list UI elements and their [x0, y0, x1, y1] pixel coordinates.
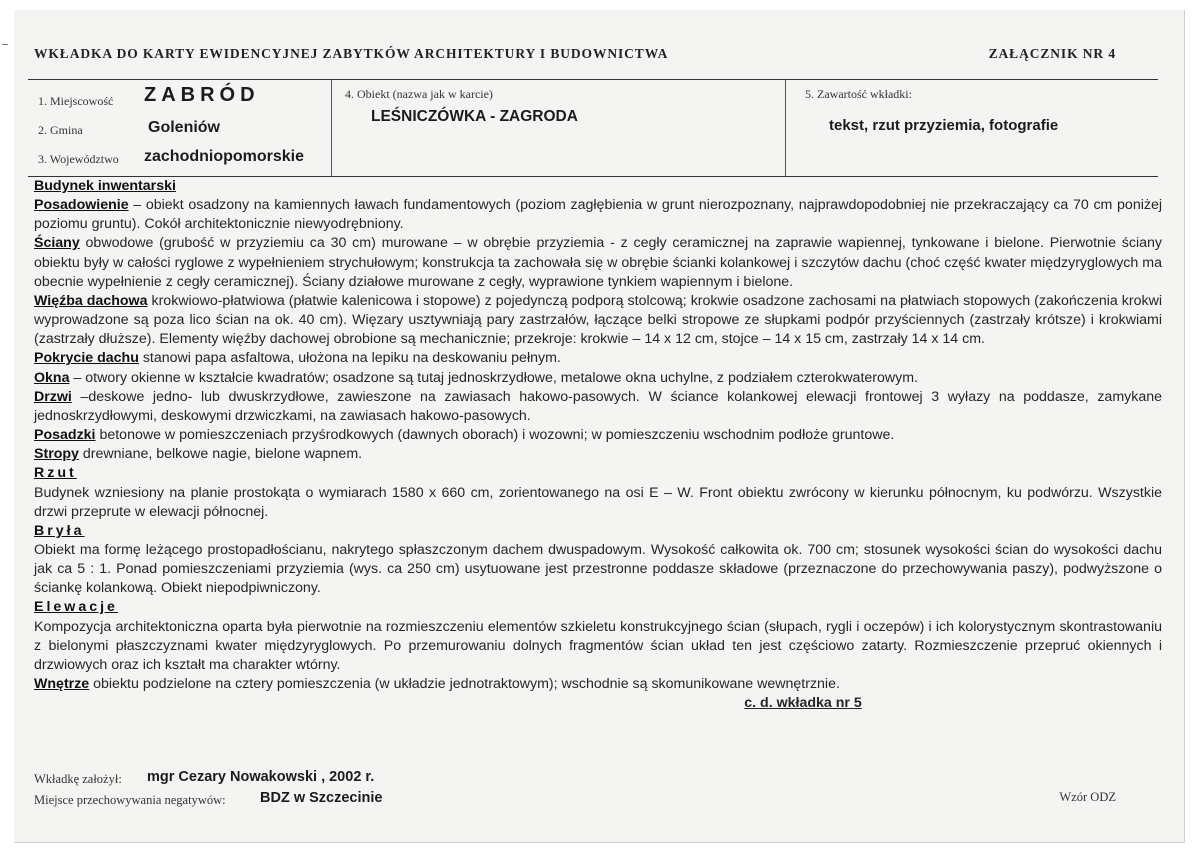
author-value: mgr Cezary Nowakowski , 2002 r. [147, 769, 375, 785]
doors-text: –deskowe jedno- lub dwuskrzydłowe, zawieszone na zawiasach hakowo-pasowych. W ściance kolankowej elewacji frontowej 3 wyłazy na poddasze, zamykane jednoskrzydłowymi, deskowymi drzwiczkami, na zawiasach hakowo-pasowych. [34, 388, 1162, 424]
voivodeship-value: zachodniopomorskie [144, 148, 305, 165]
doors-paragraph [34, 388, 1162, 426]
doors-heading: Drzwi [34, 388, 72, 405]
storage-label: Miejsce przechowywania negatywów: [34, 793, 226, 807]
continued-note: c. d. wkładka nr 5 [744, 695, 862, 712]
ceilings-heading: Stropy [34, 446, 79, 463]
walls-heading: Ściany [34, 235, 80, 252]
windows-heading: Okna [34, 369, 70, 386]
object-label: 4. Obiekt (nazwa jak w karcie) [345, 87, 493, 101]
commune-value: Goleniów [148, 119, 220, 136]
windows-paragraph [34, 369, 1162, 388]
interior-text: obiektu podzielone na cztery pomieszczenia (w układzie jednotraktowym); wschodnie są skomunikowane wewnętrznie. [89, 676, 840, 693]
roofing-text: stanowi papa asfaltowa, ułożona na lepiku na deskowaniu pełnym. [138, 350, 561, 367]
commune-label: 2. Gmina [38, 123, 83, 137]
walls-text: obwodowe (grubość w przyziemiu ca 30 cm) murowane – w obrębie przyziemia - z cegły ceramicznej na zaprawie wapiennej, tynkowane i bielone. Pierwotnie ściany obiektu były w całości ryglowe z wypełnieniem strychułowym; konstrukcja ta zachowała się w obrębie ścianki kolankowej i szczytów dachu (choć część kwater międzyryglowych ma obecnie wypełnienie z cegły ceramicznej). Ściany działowe murowane z cegły, wyprawione tynkiem wapiennym i bielone. [34, 235, 1162, 290]
interior-paragraph [34, 675, 1162, 694]
column-divider-2 [785, 80, 786, 176]
plan-heading: Rzut [34, 465, 77, 482]
plan-text: Budynek wzniesiony na planie prostokąta o wymiarach 1580 x 660 cm, zorientowanego na osi E – W. Front obiektu zwrócony w kierunku północnym, ku podwórzu. Wszystkie drzwi przeprute w elewacji północnej. [34, 484, 1162, 520]
roof-frame-heading: Więźba dachowa [34, 292, 148, 309]
mass-text: Obiekt ma formę leżącego prostopadłościanu, nakrytego spłaszczonym dachem dwuspadowym. Wysokość całkowita ok. 700 cm; stosunek wysokości ścian do wysokości dachu jak ca 5 : 1. Ponad pomieszczeniami przyziemia (wys. ca 250 cm) usytuowane jest przestronne poddasze składowe (przeznaczone do przechowywania paszy), podwyższone o ściankę kolankową. Obiekt niepodpiwniczony. [34, 541, 1162, 597]
foundation-paragraph [34, 196, 1162, 234]
locality-value: ZABRÓD [144, 84, 260, 106]
foundation-heading: Posadowienie [34, 197, 129, 214]
roofing-heading: Pokrycie dachu [34, 350, 139, 367]
contents-value: tekst, rzut przyziemia, fotografie [829, 117, 1059, 134]
floors-text: betonowe w pomieszczeniach przyśrodkowych (dawnych oborach) i wozowni; w pomieszczeniu wschodnim podłoże gruntowe. [95, 427, 895, 444]
windows-text: – otwory okienne w kształcie kwadratów; osadzone są tutaj jednoskrzydłowe, metalowe okna uchylne, z podziałem czterokwaterowym. [69, 369, 918, 386]
floors-paragraph [34, 426, 1162, 445]
ceilings-paragraph [34, 445, 1162, 464]
header-rule [28, 79, 1158, 80]
roof-frame-text: krokwiowo-płatwiowa (płatwie kalenicowa i stopowe) z pojedynczą podporą stolcową; krokwie osadzone zachosami na płatwiach stopowych (zakończenia krokwi wyprowadzone są poza lico ścian na ok. 40 cm). Więzary usztywniają pary zastrzałów, łączące belki stropowe ze słupkami podpór przyściennych (zastrzały krótsze) i krokwiami (zastrzały dłuższe). Elementy więźby dachowej obrobione są mechanicznie; przekroje: krokwie – 14 x 12 cm, stojce – 14 x 15 cm, zastrzały 14 x 14 cm. [34, 292, 1162, 348]
storage-value: BDZ w Szczecinie [260, 790, 383, 806]
roofing-paragraph [34, 349, 1162, 368]
floors-heading: Posadzki [34, 427, 96, 444]
column-divider-1 [331, 80, 332, 176]
ceilings-text: drewniane, belkowe nagie, bielone wapnem. [78, 446, 363, 463]
foundation-text: – obiekt osadzony na kamiennych ławach fundamentowych (poziom zagłębienia w grunt nierozpoznany, najprawdopodobniej nie przekraczający ca 70 cm poniżej poziomu gruntu). Cokół architektonicznie niewyodrębniony. [34, 197, 1162, 233]
object-value: LEŚNICZÓWKA - ZAGRODA [371, 108, 578, 125]
description-body [34, 177, 1162, 713]
locality-label: 1. Miejscowość [38, 94, 114, 108]
annex-number: ZAŁĄCZNIK NR 4 [988, 46, 1116, 61]
building-heading: Budynek inwentarski [34, 178, 176, 194]
mass-heading: Bryła [34, 522, 85, 539]
author-label: Wkładkę założył: [34, 772, 122, 786]
scan-edge-mark [2, 44, 8, 45]
walls-paragraph [34, 234, 1162, 291]
contents-label: 5. Zawartość wkładki: [805, 87, 912, 101]
form-template-code: Wzór ODZ [1059, 790, 1116, 804]
interior-heading: Wnętrze [34, 676, 90, 693]
roof-frame-paragraph [34, 292, 1162, 349]
elevations-text: Kompozycja architektoniczna oparta była pierwotnie na rozmieszczeniu elementów szkieletu konstrukcyjnego ścian (słupach, rygli i oczepów) i ich kolorystycznym skontrastowaniu z bielonymi płaszczyznami kwater międzyryglowych. Po przemurowaniu dolnych fragmentów ścian układ ten jest częściowo zatarty. Rozmieszczenie przepruć okiennych i drzwiowych oraz ich kształt ma charakter wtórny. [34, 618, 1162, 673]
elevations-heading: Elewacje [34, 599, 118, 616]
form-title: WKŁADKA DO KARTY EWIDENCYJNEJ ZABYTKÓW ARCHITEKTURY I BUDOWNICTWA [34, 46, 669, 61]
voivodeship-label: 3. Województwo [38, 152, 119, 166]
